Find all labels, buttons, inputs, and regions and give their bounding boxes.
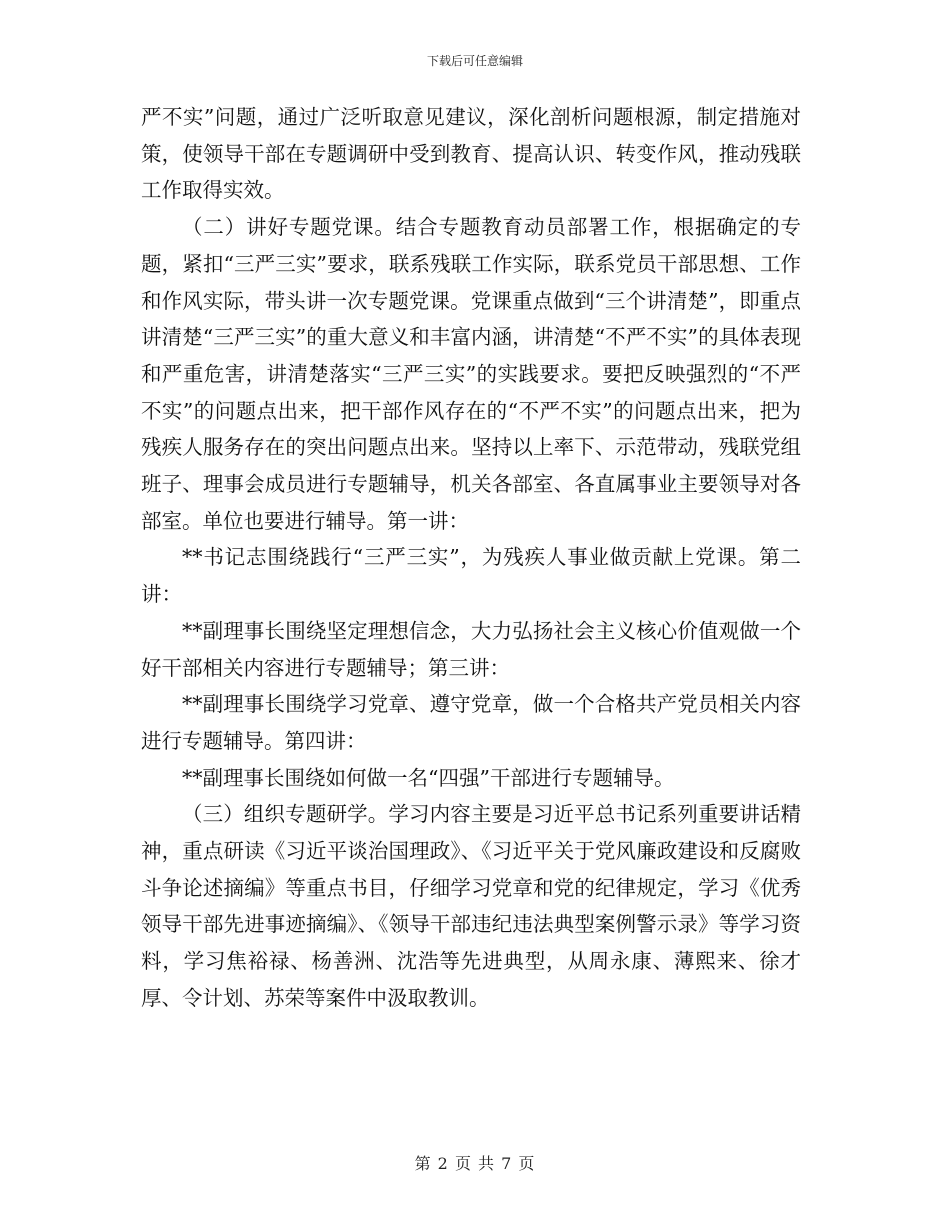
paragraph-lecture-3: **副理事长围绕学习党章、遵守党章，做一个合格共产党员相关内容进行专题辅导。第四讲： [141,692,801,753]
paragraph-section-2: （二）讲好专题党课。结合专题教育动员部署工作，根据确定的专题，紧扣“三严三实”要求，联系残联工作实际，联系党员干部思想、工作和作风实际，带头讲一次专题党课。党课重点做到“三个讲清楚”，即重点讲清楚“三严三实”的重大意义和丰富内涵，讲清楚“不严不实”的具体表现和严重危害，讲清楚落实“三严三实”的实践要求。要把反映强烈的“不严不实”的问题点出来，把干部作风存在的“不严不实”的问题点出来，把为残疾人服务存在的突出问题点出来。坚持以上率下、示范带动，残联党组班子、理事会成员进行专题辅导，机关各部室、各直属事业主要领导对各部室。单位也要进行辅导。第一讲： [141,215,801,533]
paragraph-section-3: （三）组织专题研学。学习内容主要是习近平总书记系列重要讲话精神，重点研读《习近平谈治国理政》、《习近平关于党风廉政建设和反腐败斗争论述摘编》等重点书目，仔细学习党章和党的纪律规定，学习《优秀领导干部先进事迹摘编》、《领导干部违纪违法典型案例警示录》等学习资料，学习焦裕禄、杨善洲、沈浩等先进典型，从周永康、薄熙来、徐才厚、令计划、苏荣等案件中汲取教训。 [141,802,801,1010]
paragraph-lecture-2: **副理事长围绕坚定理想信念，大力弘扬社会主义核心价值观做一个好干部相关内容进行专题辅导；第三讲： [141,618,801,680]
paragraph-lecture-4: **副理事长围绕如何做一名“四强”干部进行专题辅导。 [182,765,675,790]
paragraph-continuation: 严不实”问题，通过广泛听取意见建议，深化剖析问题根源，制定措施对策，使领导干部在专题调研中受到教育、提高认识、转变作风，推动残联工作取得实效。 [141,105,801,203]
paragraph-lecture-1: **书记志围绕践行“三严三实”，为残疾人事业做贡献上党课。第二讲： [141,545,801,607]
page-header: 下载后可任意编辑 [426,54,523,68]
document-body [141,99,801,1017]
page-footer: 第 2 页 共 7 页 [414,1154,536,1173]
